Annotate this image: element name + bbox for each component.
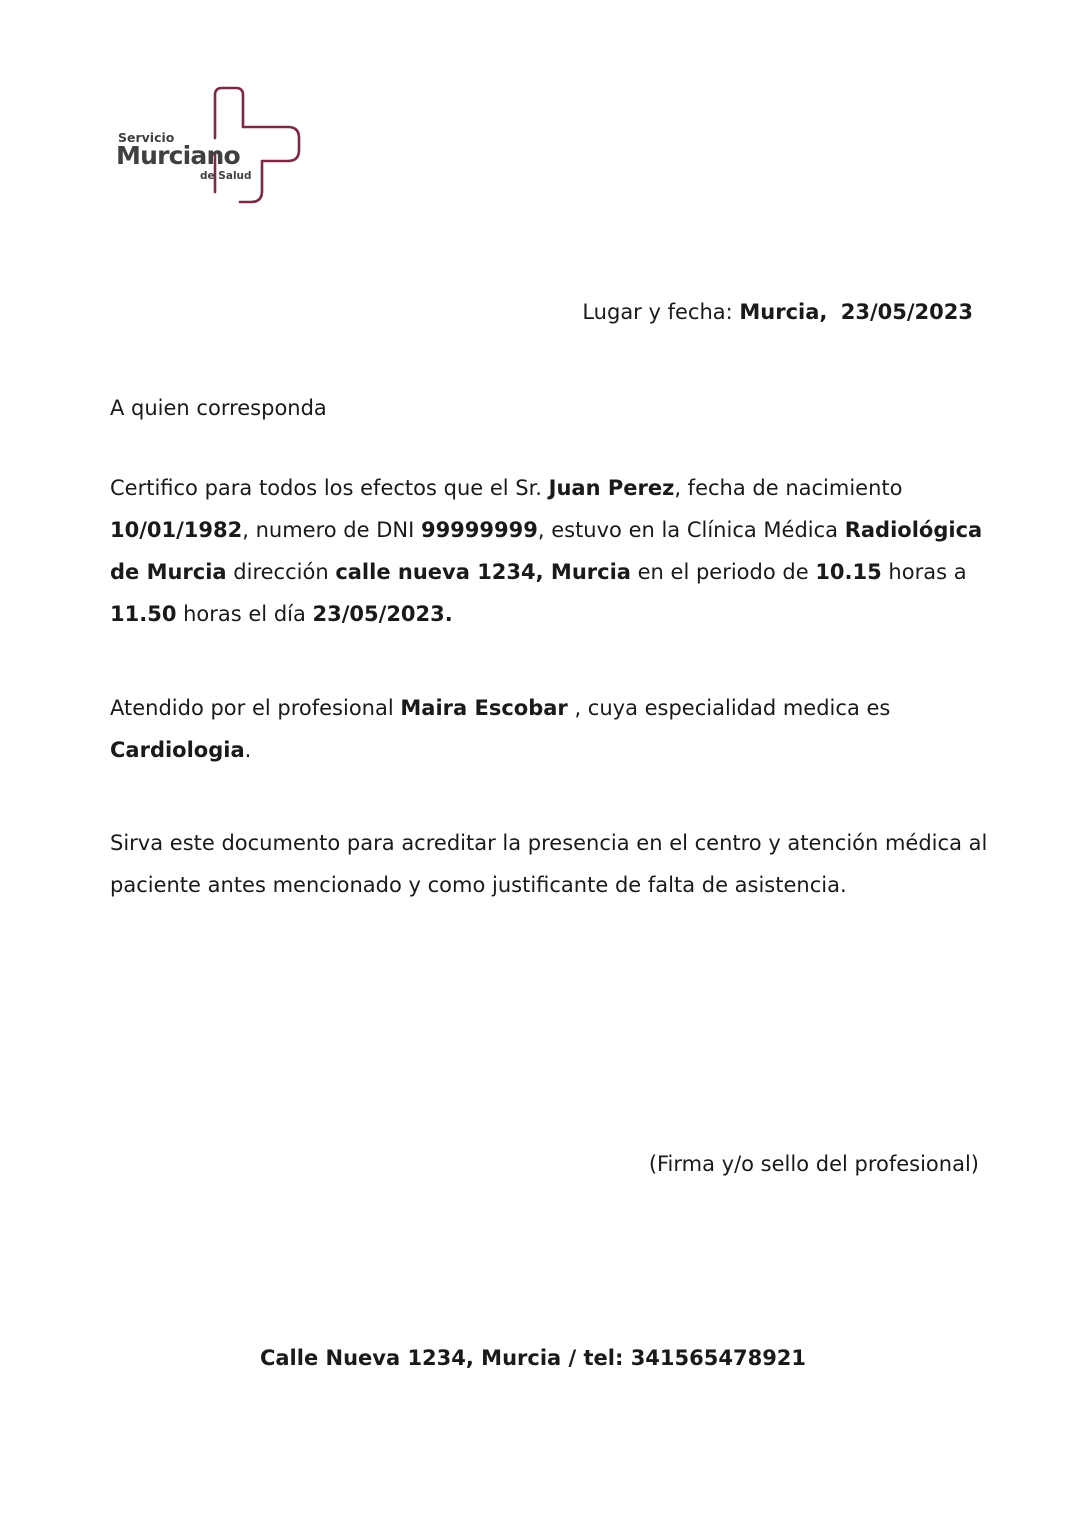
- place: Murcia,: [739, 300, 828, 324]
- servicio-murciano-logo: [112, 82, 312, 207]
- greeting: A quien corresponda: [110, 396, 327, 420]
- birth-date: 10/01/1982: [110, 518, 243, 542]
- logo-text-servicio: Servicio: [118, 130, 175, 145]
- attended-paragraph: [110, 687, 990, 771]
- attended-text-3: .: [244, 738, 252, 762]
- cert-text-6: en el periodo de: [630, 560, 816, 584]
- clinic-address: calle nueva 1234, Murcia: [335, 560, 631, 584]
- dni-number: 99999999: [420, 518, 538, 542]
- patient-name: Juan Perez: [548, 476, 675, 500]
- cert-text-5: dirección: [226, 560, 336, 584]
- certificate-paragraph: [110, 467, 990, 635]
- footer-separator: /: [561, 1346, 584, 1370]
- cert-text-3: , numero de DNI: [242, 518, 421, 542]
- footer: [0, 1346, 1066, 1370]
- place-date-label: Lugar y fecha:: [582, 300, 733, 324]
- clinic-name: Radiológica de Murcia: [110, 518, 983, 584]
- date: 23/05/2023: [840, 300, 973, 324]
- visit-date: 23/05/2023.: [312, 602, 453, 626]
- closing-paragraph: Sirva este documento para acreditar la presencia en el centro y atención médica al paciente antes mencionado y como justificante de falta de asistencia.: [110, 831, 988, 897]
- time-from: 10.15: [815, 560, 882, 584]
- footer-phone: tel: 341565478921: [583, 1346, 807, 1370]
- specialty: Cardiologia: [110, 738, 245, 762]
- place-and-date: [582, 300, 973, 324]
- signature-hint: (Firma y/o sello del profesional): [648, 1152, 979, 1176]
- logo-text-de-salud: de Salud: [200, 170, 252, 182]
- cert-text-2: , fecha de nacimiento: [674, 476, 903, 500]
- attended-text-1: Atendido por el profesional: [110, 696, 401, 720]
- attended-text-2: , cuya especialidad medica es: [567, 696, 891, 720]
- cert-text-8: horas el día: [176, 602, 313, 626]
- footer-address: Calle Nueva 1234, Murcia: [259, 1346, 562, 1370]
- cert-text-1: Certifico para todos los efectos que el Sr.: [110, 476, 549, 500]
- cert-text-7: horas a: [881, 560, 967, 584]
- time-to: 11.50: [110, 602, 177, 626]
- logo-text-murciano: Murciano: [116, 141, 240, 170]
- doctor-name: Maira Escobar: [400, 696, 568, 720]
- cert-text-4: , estuvo en la Clínica Médica: [537, 518, 845, 542]
